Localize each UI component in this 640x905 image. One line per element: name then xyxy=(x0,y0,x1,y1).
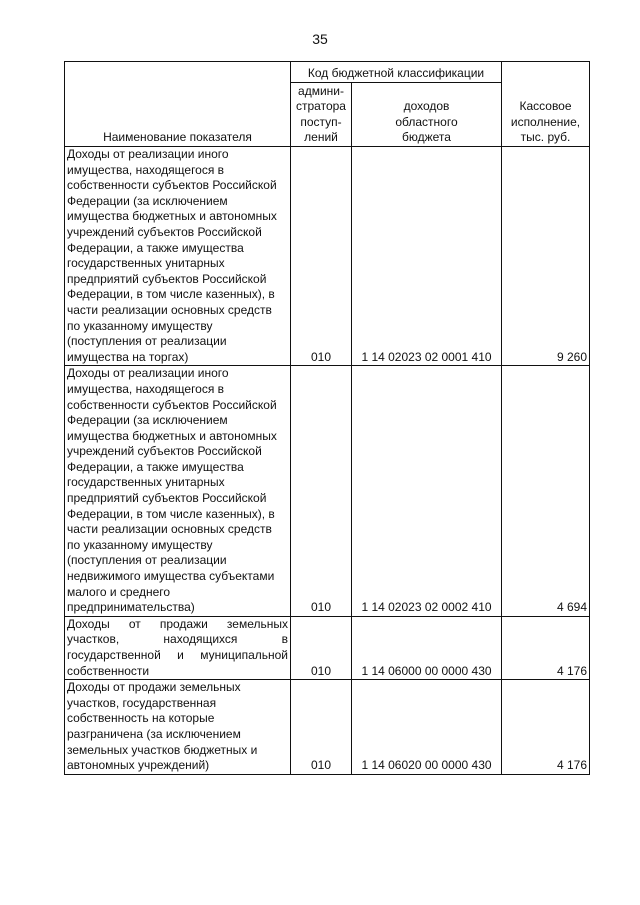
header-cash-execution xyxy=(502,62,590,147)
table-row xyxy=(65,147,590,366)
header-cash-execution-text: Кассовое исполнение, тыс. руб. xyxy=(510,99,581,145)
row-indicator-name: Доходы от продажи земельных участков, находящихся в государственной и муниципальной собственности xyxy=(65,616,291,679)
header-administrator-text: админи- стратора поступ- лений xyxy=(296,83,346,145)
header-row-top xyxy=(65,62,590,83)
header-regional-budget-income xyxy=(352,83,502,147)
row-income-code: 1 14 02023 02 0001 410 xyxy=(352,147,502,366)
row-income-code: 1 14 06000 00 0000 430 xyxy=(352,616,502,679)
row-administrator-code: 010 xyxy=(291,147,352,366)
table-row xyxy=(65,366,590,617)
header-regional-budget-income-text: доходов областного бюджета xyxy=(395,99,458,145)
row-administrator-code: 010 xyxy=(291,680,352,775)
table-row xyxy=(65,680,590,775)
row-cash-execution-value: 4 176 xyxy=(502,680,590,775)
row-indicator-name: Доходы от реализации иного имущества, находящегося в собственности субъектов Российской Федерации (за исключением имущества бюджетных и автономных учреждений субъектов Российской Федерации, а также имущества государственных унитарных предприятий субъектов Российской Федерации, в том числе казенных), в части реализации основных средств по указанному имуществу (поступления от реализации имущества на торгах) xyxy=(65,147,291,366)
row-administrator-code: 010 xyxy=(291,616,352,679)
row-cash-execution-value: 4 694 xyxy=(502,366,590,617)
row-administrator-code: 010 xyxy=(291,366,352,617)
table-row xyxy=(65,616,590,679)
row-indicator-name: Доходы от реализации иного имущества, находящегося в собственности субъектов Российской Федерации (за исключением имущества бюджетных и автономных учреждений субъектов Российской Федерации, а также имущества государственных унитарных предприятий субъектов Российской Федерации, в том числе казенных), в части реализации основных средств по указанному имуществу (поступления от реализации недвижимого имущества субъектами малого и среднего предпринимательства) xyxy=(65,366,291,617)
header-administrator xyxy=(291,83,352,147)
row-indicator-name: Доходы от продажи земельных участков, государственная собственность на которые разграничена (за исключением земельных участков бюджетных и автономных учреждений) xyxy=(65,680,291,775)
row-cash-execution-value: 4 176 xyxy=(502,616,590,679)
row-cash-execution-value: 9 260 xyxy=(502,147,590,366)
page-number: 35 xyxy=(312,31,328,47)
header-budget-classification-code: Код бюджетной классификации xyxy=(291,62,502,83)
budget-table xyxy=(64,61,590,775)
row-income-code: 1 14 02023 02 0002 410 xyxy=(352,366,502,617)
row-income-code: 1 14 06020 00 0000 430 xyxy=(352,680,502,775)
header-indicator-name: Наименование показателя xyxy=(65,62,291,147)
